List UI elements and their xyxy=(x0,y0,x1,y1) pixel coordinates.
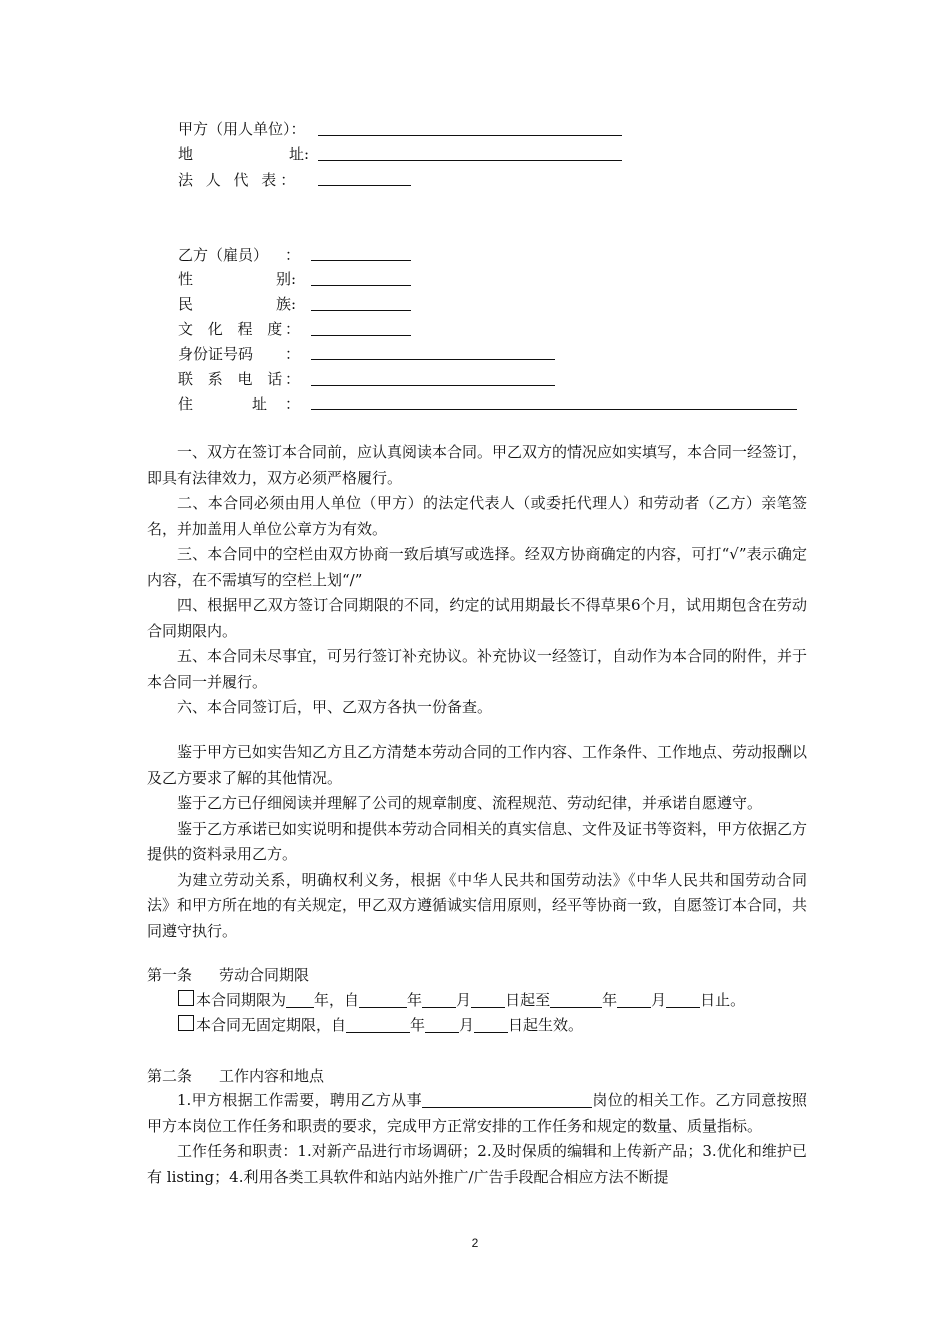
blank-end-month[interactable] xyxy=(617,993,651,1008)
blank-years[interactable] xyxy=(286,993,314,1008)
note-item: 六、本合同签订后，甲、乙双方各执一份备查。 xyxy=(177,698,493,716)
party-b-phone-blank[interactable] xyxy=(311,385,555,386)
party-b-employee-label: 乙方（雇员） xyxy=(178,246,269,264)
checkbox-fixed-term[interactable] xyxy=(178,990,194,1006)
blank-end-year[interactable] xyxy=(550,993,602,1008)
option-text: 本合同期限为 xyxy=(196,991,287,1009)
preamble-paragraph: 鉴于乙方已仔细阅读并理解了公司的规章制度、流程规范、劳动纪律，并承诺自愿遵守。 xyxy=(177,794,763,812)
colon: ： xyxy=(285,246,301,264)
preamble-paragraph: 为建立劳动关系，明确权利义务，根据《中华人民共和国劳动法》《中华人民共和国劳动合同法》和甲方所在地的有关规定，甲乙双方遵循诚实信用原则，经平等协商一致，自愿签订本合同，共同遵守执行。 xyxy=(147,870,808,940)
party-b-gender-blank[interactable] xyxy=(311,285,411,286)
article-2-title: 工作内容和地点 xyxy=(219,1067,325,1085)
article-1-number: 第一条 xyxy=(147,966,193,984)
colon: ： xyxy=(285,320,301,338)
option-text: 月 xyxy=(456,991,472,1009)
party-b-ethnic-char2: 族: xyxy=(276,295,297,313)
article-1-heading xyxy=(147,965,309,985)
colon: ： xyxy=(285,345,301,363)
blank-start-month[interactable] xyxy=(422,993,456,1008)
notes-section xyxy=(147,440,807,721)
note-item: 四、根据甲乙双方签订合同期限的不同，约定的试用期最长不得草果6个月，试用期包含在劳动合同期限内。 xyxy=(147,596,807,640)
note-item: 五、本合同未尽事宜，可另行签订补充协议。补充协议一经签订，自动作为本合同的附件，并于本合同一并履行。 xyxy=(147,647,808,691)
party-b-gender-char2: 别: xyxy=(276,270,297,288)
paragraph-text: 岗位的相关工作。乙方同意按照甲方本岗位工作任务和职责的要求，完成甲方正常安排的工作任务和规定的数量、质量指标。 xyxy=(147,1091,807,1135)
party-b-residence-char1: 住 xyxy=(178,395,194,413)
party-b-name-blank[interactable] xyxy=(311,260,411,261)
article-1-option-fixed-term xyxy=(178,990,745,1010)
party-a-address-char2: 址: xyxy=(289,145,310,163)
article-2-paragraph-2: 工作任务和职责：1.对新产品进行市场调研；2.及时保质的编辑和上传新产品；3.优化和维护已有 listing；4.利用各类工具软件和站内站外推广/广告手段配合相应方法不断提 xyxy=(147,1142,807,1186)
option-text: 日起生效。 xyxy=(508,1016,584,1034)
colon: ： xyxy=(285,395,301,413)
blank-start-day[interactable] xyxy=(471,993,505,1008)
article-2-paragraph-1 xyxy=(147,1088,807,1139)
party-a-unit-label: 甲方（用人单位）： xyxy=(178,120,306,138)
blank-position[interactable] xyxy=(422,1093,592,1108)
party-b-residence-blank[interactable] xyxy=(311,409,797,410)
option-text: 月 xyxy=(459,1016,475,1034)
blank-end-day[interactable] xyxy=(666,993,700,1008)
option-text: 年，自 xyxy=(314,991,360,1009)
article-1-title: 劳动合同期限 xyxy=(219,966,310,984)
party-a-address-blank[interactable] xyxy=(318,160,622,161)
party-a-legal-rep-blank[interactable] xyxy=(318,185,411,186)
note-item: 三、本合同中的空栏由双方协商一致后填写或选择。经双方协商确定的内容，可打“√”表示确定内容，在不需填写的空栏上划“/” xyxy=(147,545,807,589)
party-b-phone-label: 联 系 电 话 xyxy=(178,370,288,388)
party-b-gender-char1: 性 xyxy=(178,270,194,288)
option-text: 月 xyxy=(651,991,667,1009)
preamble-paragraph: 鉴于甲方已如实告知乙方且乙方清楚本劳动合同的工作内容、工作条件、工作地点、劳动报酬以及乙方要求了解的其他情况。 xyxy=(147,743,808,787)
paragraph-text: 1.甲方根据工作需要，聘用乙方从事 xyxy=(177,1091,422,1109)
preamble-section xyxy=(147,740,807,944)
party-b-ethnic-char1: 民 xyxy=(178,295,194,313)
party-b-education-blank[interactable] xyxy=(311,335,411,336)
page-number: 2 xyxy=(471,1236,479,1250)
party-a-legal-rep-label: 法 人 代 表： xyxy=(178,171,300,189)
note-item: 一、双方在签订本合同前，应认真阅读本合同。甲乙双方的情况应如实填写，本合同一经签订，即具有法律效力，双方必须严格履行。 xyxy=(147,443,808,487)
colon: ： xyxy=(285,370,301,388)
option-text: 日起至 xyxy=(505,991,551,1009)
party-b-ethnic-blank[interactable] xyxy=(311,310,411,311)
checkbox-open-ended[interactable] xyxy=(178,1015,194,1031)
party-b-education-label: 文 化 程 度 xyxy=(178,320,288,338)
article-1-option-open-ended xyxy=(178,1015,583,1035)
party-b-id-label: 身份证号码 xyxy=(178,345,254,363)
option-text: 本合同无固定期限，自 xyxy=(196,1016,347,1034)
article-2-number: 第二条 xyxy=(147,1067,193,1085)
option-text: 日止。 xyxy=(700,991,746,1009)
party-b-id-blank[interactable] xyxy=(311,359,555,360)
option-text: 年 xyxy=(410,1016,426,1034)
party-a-unit-blank[interactable] xyxy=(318,135,622,136)
party-a-address-char1: 地 xyxy=(178,145,194,163)
blank-start-year[interactable] xyxy=(359,993,407,1008)
party-b-residence-char2: 址 xyxy=(252,395,268,413)
option-text: 年 xyxy=(602,991,618,1009)
blank-effective-month[interactable] xyxy=(425,1018,459,1033)
article-2-heading xyxy=(147,1066,324,1086)
preamble-paragraph: 鉴于乙方承诺已如实说明和提供本劳动合同相关的真实信息、文件及证书等资料，甲方依据乙方提供的资料录用乙方。 xyxy=(147,819,808,863)
article-2-body xyxy=(147,1088,807,1190)
note-item: 二、本合同必须由用人单位（甲方）的法定代表人（或委托代理人）和劳动者（乙方）亲笔签名，并加盖用人单位公章方为有效。 xyxy=(147,494,807,538)
option-text: 年 xyxy=(407,991,423,1009)
blank-effective-year[interactable] xyxy=(346,1018,410,1033)
blank-effective-day[interactable] xyxy=(474,1018,508,1033)
